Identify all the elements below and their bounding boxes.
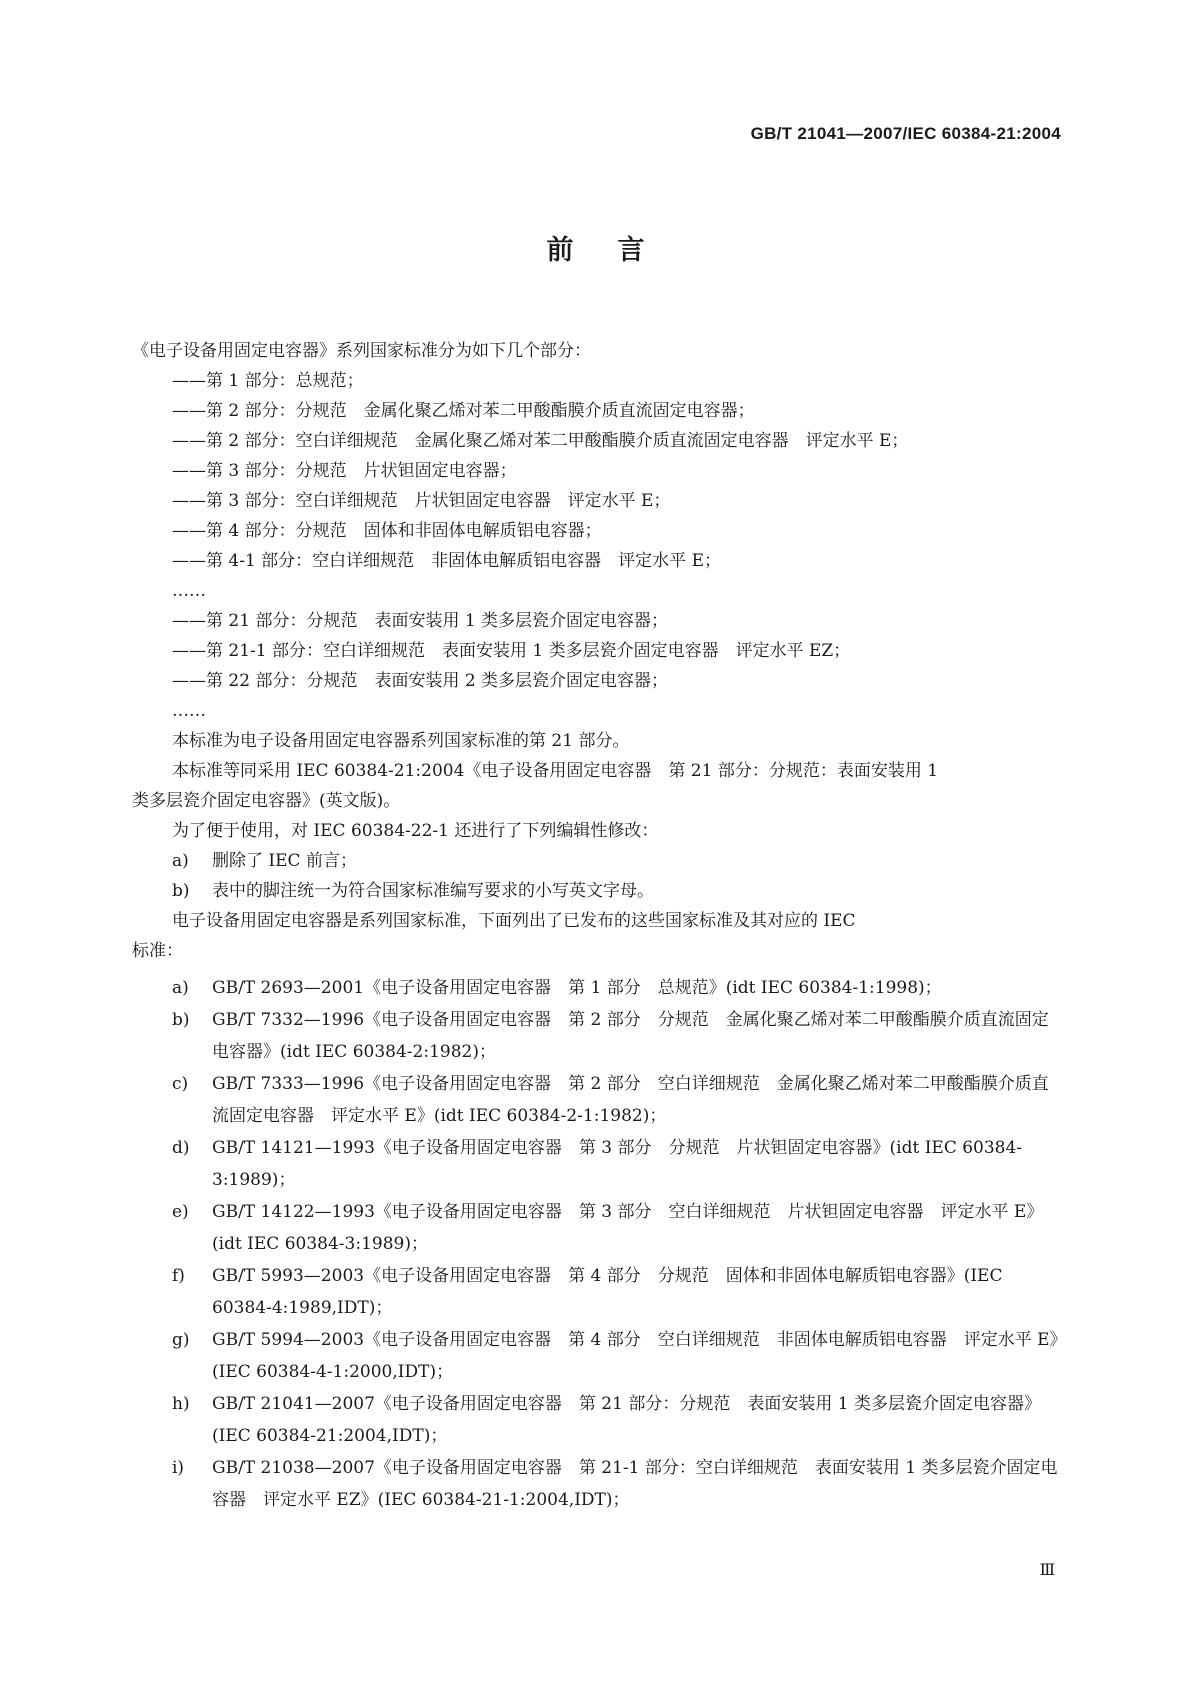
- list-item: ——第 4-1 部分：空白详细规范 非固体电解质铝电容器 评定水平 E；: [172, 551, 721, 571]
- item-label: a): [172, 978, 189, 998]
- item-text: GB/T 2693—2001《电子设备用固定电容器 第 1 部分 总规范》(idt IEC 60384-1:1998)；: [212, 978, 942, 998]
- edits-list: [132, 846, 1060, 906]
- item-label: f): [172, 1266, 185, 1286]
- list-item: [132, 1388, 1060, 1452]
- list-item: ——第 21 部分：分规范 表面安装用 1 类多层瓷介固定电容器；: [172, 611, 669, 631]
- item-text: GB/T 7333—1996《电子设备用固定电容器 第 2 部分 空白详细规范 金属化聚乙烯对苯二甲酸酯膜介质直流固定电容器 评定水平 E》(idt IEC 60384-2-1:1982)；: [212, 1074, 1049, 1126]
- paragraph: 为了便于使用，对 IEC 60384-22-1 还进行了下列编辑性修改：: [172, 821, 659, 841]
- item-text: GB/T 5993—2003《电子设备用固定电容器 第 4 部分 分规范 固体和非固体电解质铝电容器》(IEC 60384-4:1989,IDT)；: [212, 1266, 1003, 1318]
- page-number: Ⅲ: [1039, 1562, 1055, 1579]
- document-body: [132, 336, 1060, 1516]
- list-item: [132, 1196, 1060, 1260]
- list-item: [132, 1132, 1060, 1196]
- paragraph: [132, 756, 1060, 816]
- item-text: GB/T 21038—2007《电子设备用固定电容器 第 21-1 部分：空白详细规范 表面安装用 1 类多层瓷介固定电容器 评定水平 EZ》(IEC 60384-21-1:2004,IDT)；: [212, 1458, 1058, 1510]
- item-label: d): [172, 1138, 190, 1158]
- paragraph-line: 类多层瓷介固定电容器》(英文版)。: [132, 791, 401, 811]
- list-item: ——第 22 部分：分规范 表面安装用 2 类多层瓷介固定电容器；: [172, 671, 669, 691]
- item-text: 表中的脚注统一为符合国家标准编写要求的小写英文字母。: [212, 881, 654, 901]
- item-text: GB/T 21041—2007《电子设备用固定电容器 第 21 部分：分规范 表面安装用 1 类多层瓷介固定电容器》(IEC 60384-21:2004,IDT)；: [212, 1394, 1041, 1446]
- item-text: GB/T 14122—1993《电子设备用固定电容器 第 3 部分 空白详细规范 片状钽固定电容器 评定水平 E》(idt IEC 60384-3:1989)；: [212, 1202, 1044, 1254]
- item-text: GB/T 14121—1993《电子设备用固定电容器 第 3 部分 分规范 片状钽固定电容器》(idt IEC 60384-3:1989)；: [212, 1138, 1023, 1190]
- item-label: b): [172, 1010, 190, 1030]
- parts-list: [132, 366, 1060, 726]
- list-item: ——第 2 部分：分规范 金属化聚乙烯对苯二甲酸酯膜介质直流固定电容器；: [172, 401, 755, 421]
- list-item: ——第 21-1 部分：空白详细规范 表面安装用 1 类多层瓷介固定电容器 评定水平 EZ；: [172, 641, 851, 661]
- paragraph: [132, 906, 1060, 966]
- item-label: e): [172, 1202, 189, 1222]
- item-label: c): [172, 1074, 189, 1094]
- list-item: ——第 2 部分：空白详细规范 金属化聚乙烯对苯二甲酸酯膜介质直流固定电容器 评定水平 E；: [172, 431, 909, 451]
- item-label: b): [172, 881, 190, 901]
- list-item: [132, 972, 1060, 1004]
- list-item: [132, 1324, 1060, 1388]
- list-item: [132, 1068, 1060, 1132]
- paragraph-line: 标准：: [132, 941, 183, 961]
- list-item: [132, 846, 1060, 876]
- paragraph-line: 本标准等同采用 IEC 60384-21:2004《电子设备用固定电容器 第 21 部分：分规范：表面安装用 1: [172, 761, 939, 781]
- intro-paragraph: 《电子设备用固定电容器》系列国家标准分为如下几个部分：: [132, 341, 591, 361]
- item-text: GB/T 7332—1996《电子设备用固定电容器 第 2 部分 分规范 金属化聚乙烯对苯二甲酸酯膜介质直流固定电容器》(idt IEC 60384-2:1982)；: [212, 1010, 1049, 1062]
- item-label: a): [172, 851, 189, 871]
- standard-code: GB/T 21041—2007/IEC 60384-21:2004: [750, 124, 1061, 143]
- ellipsis: ……: [172, 701, 206, 721]
- item-label: g): [172, 1330, 190, 1350]
- page-title: 前言: [546, 235, 689, 266]
- list-item: ——第 4 部分：分规范 固体和非固体电解质铝电容器；: [172, 521, 602, 541]
- item-text: 删除了 IEC 前言；: [212, 851, 357, 871]
- list-item: [132, 876, 1060, 906]
- paragraph: 本标准为电子设备用固定电容器系列国家标准的第 21 部分。: [172, 731, 630, 751]
- ellipsis: ……: [172, 581, 206, 601]
- item-label: h): [172, 1394, 190, 1414]
- standards-list: [132, 972, 1060, 1516]
- list-item: ——第 3 部分：分规范 片状钽固定电容器；: [172, 461, 517, 481]
- list-item: [132, 1004, 1060, 1068]
- paragraph-line: 电子设备用固定电容器是系列国家标准，下面列出了已发布的这些国家标准及其对应的 IEC: [172, 911, 856, 931]
- list-item: [132, 1452, 1060, 1516]
- list-item: ——第 1 部分：总规范；: [172, 371, 364, 391]
- item-label: i): [172, 1458, 185, 1478]
- list-item: [132, 1260, 1060, 1324]
- item-text: GB/T 5994—2003《电子设备用固定电容器 第 4 部分 空白详细规范 非固体电解质铝电容器 评定水平 E》(IEC 60384-4-1:2000,IDT)；: [212, 1330, 1059, 1382]
- list-item: ——第 3 部分：空白详细规范 片状钽固定电容器 评定水平 E；: [172, 491, 671, 511]
